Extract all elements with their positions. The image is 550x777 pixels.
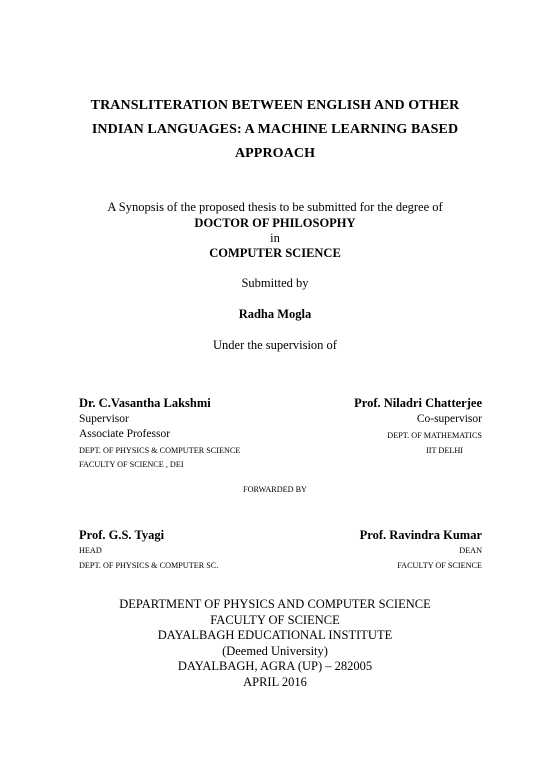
supervision-label: Under the supervision of	[213, 338, 337, 352]
footer-block	[0, 597, 550, 690]
submitted-by-label: Submitted by	[241, 276, 309, 290]
thesis-title-line-2	[0, 122, 550, 138]
title-line-1: TRANSLITERATION BETWEEN ENGLISH AND OTHER	[90, 98, 460, 113]
title-line-3: APPROACH	[234, 146, 316, 161]
thesis-title-line-1	[0, 98, 550, 114]
dean-role: DEAN	[459, 546, 482, 555]
supervisor-title: Associate Professor	[79, 428, 171, 440]
title-line-2: INDIAN LANGUAGES: A MACHINE LEARNING BASED	[91, 122, 459, 137]
supervisor-faculty: FACULTY OF SCIENCE , DEI	[79, 460, 184, 469]
head-dept: DEPT. OF PHYSICS & COMPUTER SC.	[79, 561, 219, 570]
footer-institute: DAYALBAGH EDUCATIONAL INSTITUTE	[157, 628, 393, 642]
footer-date: APRIL 2016	[243, 674, 307, 689]
degree-subject: COMPUTER SCIENCE	[209, 246, 341, 260]
cosupervisor-institute: IIT DELHI	[426, 446, 463, 455]
supervisor-name: Dr. C.Vasantha Lakshmi	[79, 396, 211, 410]
head-role: HEAD	[79, 546, 102, 555]
footer-address: DAYALBAGH, AGRA (UP) – 282005	[177, 659, 373, 673]
cosupervisor-name: Prof. Niladri Chatterjee	[354, 396, 482, 410]
degree-in: in	[270, 231, 280, 245]
footer-faculty: FACULTY OF SCIENCE	[210, 612, 340, 627]
synopsis-intro: A Synopsis of the proposed thesis to be submitted for the degree of	[107, 200, 443, 214]
cosupervisor-role: Co-supervisor	[416, 413, 482, 425]
dean-faculty: FACULTY OF SCIENCE	[397, 561, 482, 570]
cosupervisor-dept: DEPT. OF MATHEMATICS	[387, 431, 482, 440]
thesis-title-line-3	[0, 146, 550, 162]
dean-name: Prof. Ravindra Kumar	[359, 528, 482, 542]
degree-name: DOCTOR OF PHILOSOPHY	[194, 216, 356, 230]
supervisor-dept: DEPT. OF PHYSICS & COMPUTER SCIENCE	[79, 446, 241, 455]
forwarded-by-label: FORWARDED BY	[243, 485, 307, 494]
author-name: Radha Mogla	[238, 307, 312, 321]
supervisor-role: Supervisor	[79, 413, 129, 425]
footer-university-status: (Deemed University)	[222, 643, 328, 658]
footer-department: DEPARTMENT OF PHYSICS AND COMPUTER SCIENCE	[119, 597, 431, 611]
head-name: Prof. G.S. Tyagi	[79, 528, 165, 542]
